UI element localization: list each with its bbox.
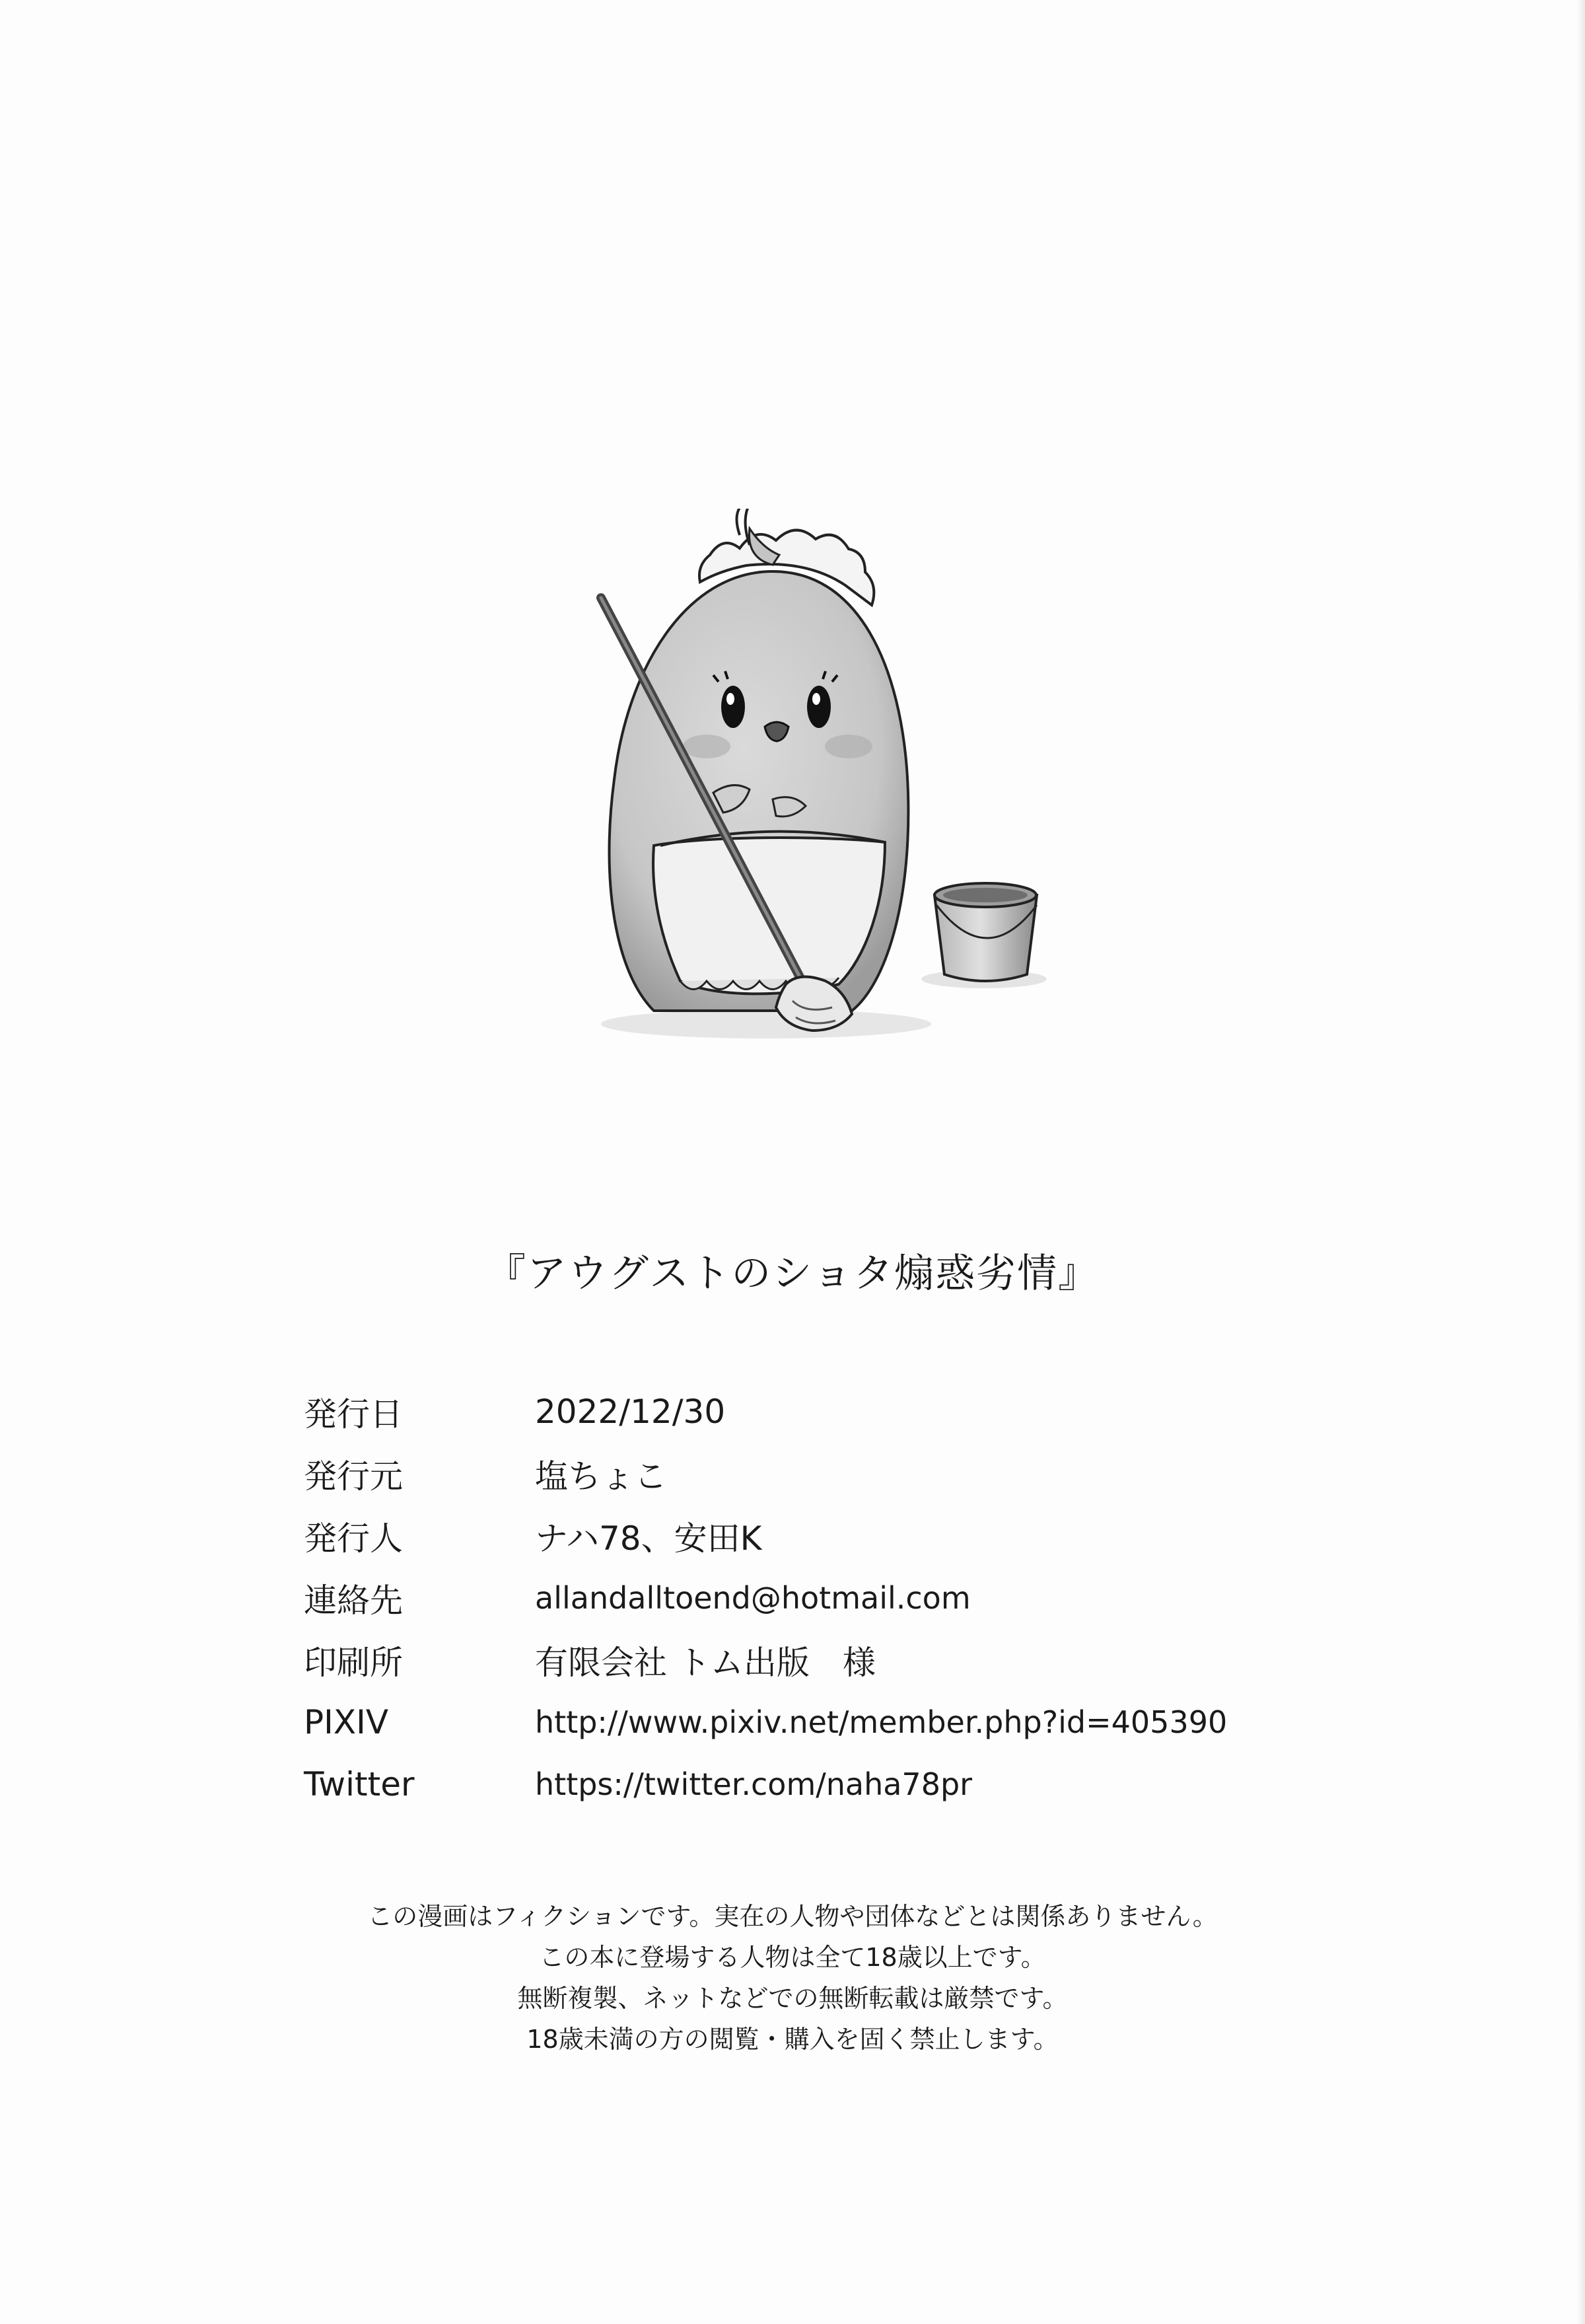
- notice-line: この本に登場する人物は全て18歳以上です。: [539, 1943, 1046, 1972]
- colophon-label: 発行人: [304, 1519, 403, 1558]
- maid-chick-illustration: [575, 509, 1063, 1050]
- left-eye: [721, 686, 745, 728]
- notice-line: 18歳未満の方の閲覧・購入を固く禁止します。: [526, 2025, 1059, 2054]
- left-blush: [683, 735, 730, 758]
- colophon-row-pixiv: [304, 1691, 1360, 1753]
- colophon-row-publisher: [304, 1443, 1360, 1505]
- colophon-value: ナハ78、安田K: [535, 1519, 762, 1558]
- notice-line: 無断複製、ネットなどでの無断転載は厳禁です。: [517, 1984, 1068, 2013]
- colophon-row-date: [304, 1381, 1360, 1443]
- colophon-value: 有限会社 トム出版 様: [535, 1644, 876, 1682]
- colophon-label: 連絡先: [304, 1581, 403, 1620]
- contact-email: allandalltoend@hotmail.com: [535, 1580, 971, 1616]
- book-title: 『アウグストのショタ煽惑劣情』: [485, 1251, 1100, 1297]
- floor-shadow: [601, 1009, 931, 1038]
- colophon-value: 塩ちょこ: [535, 1457, 667, 1496]
- colophon-label: 発行元: [304, 1457, 403, 1496]
- colophon-label: 印刷所: [304, 1644, 403, 1682]
- legal-notice: [0, 1896, 1585, 2060]
- colophon-row-contact: [304, 1567, 1360, 1629]
- twitter-url: https://twitter.com/naha78pr: [535, 1766, 973, 1802]
- colophon-row-issuer: [304, 1505, 1360, 1567]
- colophon-label: Twitter: [304, 1765, 415, 1803]
- right-eye: [807, 686, 831, 728]
- colophon-label: PIXIV: [304, 1703, 389, 1741]
- colophon-label: 発行日: [304, 1395, 403, 1434]
- colophon-row-printer: [304, 1629, 1360, 1691]
- pixiv-url: http://www.pixiv.net/member.php?id=405390: [535, 1704, 1228, 1740]
- colophon-row-twitter: [304, 1753, 1360, 1815]
- colophon-value: 2022/12/30: [535, 1393, 726, 1431]
- colophon-table: [304, 1381, 1360, 1815]
- right-blush: [825, 735, 872, 758]
- notice-line: この漫画はフィクションです。実在の人物や団体などとは関係ありません。: [367, 1902, 1218, 1931]
